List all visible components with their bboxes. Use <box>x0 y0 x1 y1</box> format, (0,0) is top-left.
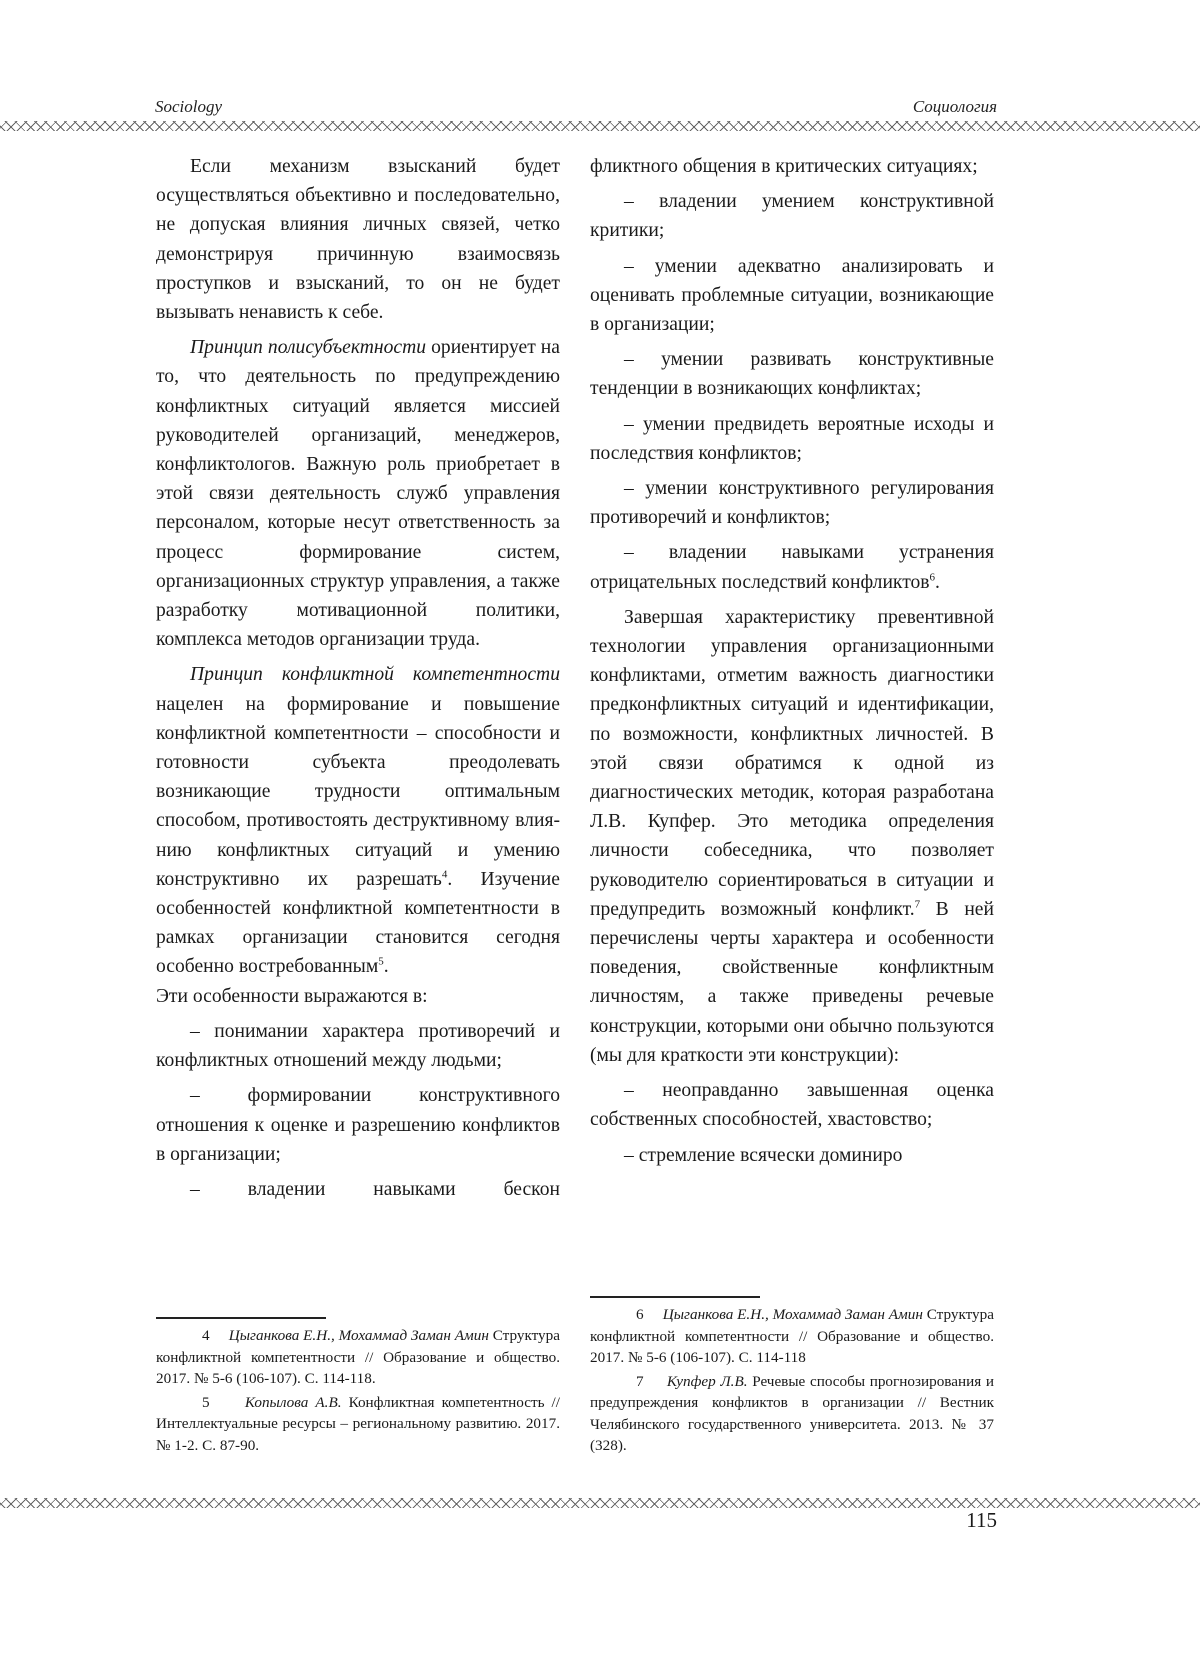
footnote-text: Конфликтная компетентность // Интеллектуальные ресурсы – региональному развитию. 2017. № 1-2. С. 87-90. <box>156 1393 560 1454</box>
footnote-author: Цыганкова Е.Н., Мохаммад Заман Амин <box>228 1327 489 1344</box>
footnote-6 <box>590 1304 994 1369</box>
running-header-right: Социология <box>912 97 997 116</box>
footnote-text: Речевые способы прогнозирования и предупреждения конфликтов в организации // Вестник Челябинского государственного университета. 2013. № 37 (328). <box>590 1372 995 1454</box>
list-item: – умении конструктивного регулирования противоречий и конфликтов; <box>590 478 994 529</box>
paragraph-continuation: фликтного общения в критических ситуациях; <box>590 156 978 177</box>
footnote-text: Структура конфликтной компетентности // Образование и общество. 2017. № 5-6 (106-107). С. 114-118 <box>590 1306 994 1366</box>
paragraph-text: В ней перечислены черты характера и особенности поведения, свойственные конфликтным личностям, а также приведены речевые конструкции, которыми они обычно пользуются (мы для краткости эти конструкции): <box>590 898 994 1066</box>
footnotes-right <box>590 1304 994 1459</box>
list-item <box>590 538 994 596</box>
running-header-left: Sociology <box>155 97 223 116</box>
right-column <box>590 152 994 1170</box>
footnote-number: 7 <box>636 1372 644 1390</box>
paragraph-text: нацелен на формирование и повышение конфликтной компетентности – способности и готовности субъекта преодолевать возникающие трудности оптимальным способом, противостоять деструктивному влиянию конфликтных ситуаций и умению конструктивно их разрешать <box>156 693 560 890</box>
paragraph-conflict-competence-principle <box>156 660 560 981</box>
left-column <box>156 152 560 1204</box>
header-ornament-divider <box>0 121 1200 131</box>
footnote-ref-4[interactable]: 4 <box>441 868 448 881</box>
list-item: – умении адекватно анализировать и оценивать проблемные ситуации, возникающие в организации; <box>590 255 994 336</box>
list-item: – понимании характера противоречий и конфликтных отношений между людьми; <box>156 1020 560 1072</box>
footnotes-left <box>156 1325 560 1458</box>
list-item: – владении навыками бескон <box>190 1178 560 1200</box>
paragraph-text: ориентирует на то, что деятельность по предупреждению конфликтных ситуаций является миссией руководителей организаций, менеджеров, конфликтологов. Важную роль приобретает в этой связи деятельность служб управления персоналом, которые несут ответственность за процесс формирование систем, организационных структур управления, а также разработку мотивационной политики, комплекса методов организации труда. <box>156 337 560 651</box>
footnote-number: 5 <box>202 1393 210 1411</box>
page-number: 115 <box>966 1508 997 1532</box>
list-item-text: – владении навыками устранения отрицательных последствий конфликтов <box>590 542 994 593</box>
footnote-author: Копылова А.В. <box>244 1393 342 1411</box>
footnote-ref-6[interactable]: 6 <box>929 571 936 584</box>
list-item-text: . <box>935 571 940 593</box>
footnote-4 <box>156 1325 560 1390</box>
list-item: – владении умением конструктивной критики; <box>590 191 994 242</box>
footnote-7 <box>590 1371 994 1457</box>
footnote-rule <box>590 1296 760 1298</box>
paragraph: Эти особенности выражаются в: <box>156 985 428 1007</box>
list-item: – умении предвидеть вероятные исходы и последствия конфликтов; <box>590 413 994 464</box>
paragraph-diagnostics <box>590 603 994 1070</box>
footnote-number: 4 <box>202 1327 210 1344</box>
list-item: – неоправданно завышенная оценка собственных способностей, хвастовство; <box>590 1080 994 1131</box>
footnote-text: Структура конфликтной компетентности // Образование и общество. 2017. № 5-6 (106-107). С. 114-118. <box>156 1327 560 1387</box>
term-italic: Принцип полисубъектности <box>190 337 427 359</box>
paragraph-polisubject-principle <box>156 333 560 654</box>
list-item: – умении развивать конструктивные тенденции в возникающих конфликтах; <box>590 349 994 400</box>
term-italic: Принцип конфликтной компетентности <box>190 664 560 686</box>
footnote-rule <box>156 1317 326 1319</box>
paragraph-text: . Изучение особенностей конфликтной компетентности в рамках организации становится сегодня особенно востребованным <box>156 868 560 978</box>
footnote-ref-5[interactable]: 5 <box>378 955 384 968</box>
footer-ornament-divider <box>0 1498 1200 1508</box>
footnote-ref-7[interactable]: 7 <box>914 898 921 911</box>
paragraph-text: . <box>383 956 389 978</box>
paragraph: Если механизм взысканий будет осуществляться объективно и последовательно, не допуская влияния личных связей, четко демонстрируя причинную взаимосвязь проступков и взысканий, то он не будет вызывать ненависть к себе. <box>156 156 560 324</box>
footnote-author: Цыганкова Е.Н., Мохаммад Заман Амин <box>662 1306 923 1323</box>
footnote-5 <box>156 1392 560 1457</box>
paragraph-text: Завершая характеристику превентивной технологии управления организационными конфликтами, отметим важность диагностики предконфликтных ситуаций и идентификации, по возможности, конфликтных личностей. В этой связи обратимся к одной из диагностических методик, которая разработана Л.В. Купфер. Это методика определения личности собеседника, что позволяет руководителю сориентироваться в ситуации и предупредить возможный конфликт. <box>590 606 994 920</box>
footnote-author: Купфер Л.В. <box>666 1372 748 1390</box>
list-item: – формировании конструктивного отношения к оценке и разрешению конфликтов в организации; <box>156 1085 560 1165</box>
list-item: – стремление всячески доминиро <box>624 1144 903 1166</box>
footnote-number: 6 <box>636 1306 644 1323</box>
